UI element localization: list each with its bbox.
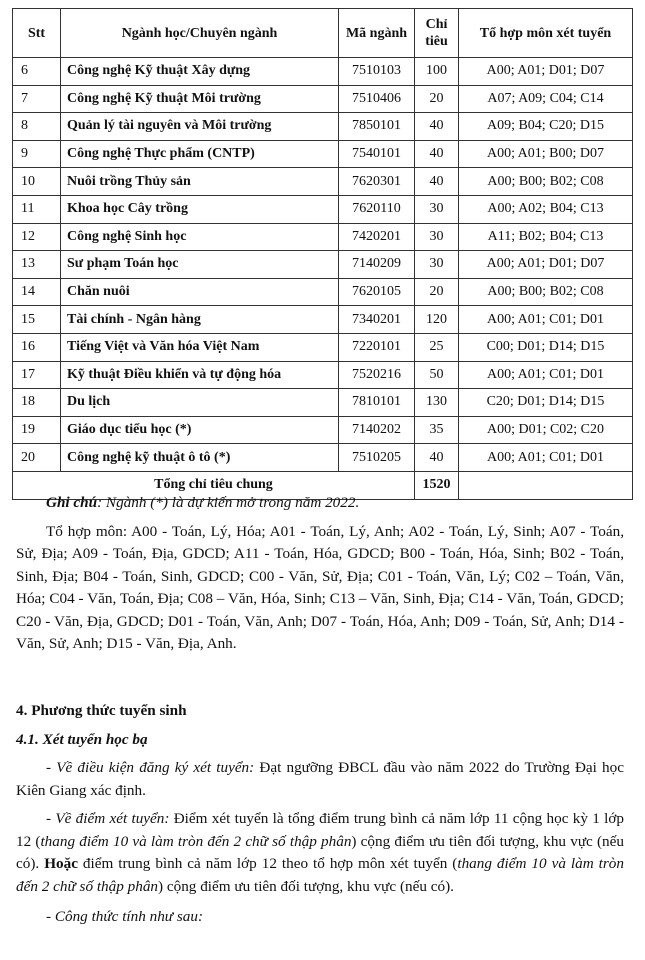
table-row: [13, 195, 633, 223]
table-row: [13, 333, 633, 361]
cell-major-code: 7420201: [339, 223, 415, 251]
cell-major-name: Nuôi trồng Thủy sản: [61, 168, 339, 196]
cell-major-code: 7620301: [339, 168, 415, 196]
cell-stt: 20: [13, 444, 61, 472]
cell-major-code: 7620110: [339, 195, 415, 223]
cell-combination: C20; D01; D14; D15: [459, 389, 633, 417]
cell-major-code: 7510205: [339, 444, 415, 472]
total-label: Tổng chỉ tiêu chung: [13, 471, 415, 499]
score-italic-1: thang điểm 10 và làm tròn đến 2 chữ số thập phân: [40, 832, 352, 850]
cell-combination: A00; A01; D01; D07: [459, 58, 633, 86]
score-text-3: điểm trung bình cả năm lớp 12 theo tổ hợp môn xét tuyển (: [77, 855, 458, 872]
cell-major-name: Kỹ thuật Điều khiển và tự động hóa: [61, 361, 339, 389]
cell-major-code: 7620105: [339, 278, 415, 306]
cell-stt: 11: [13, 195, 61, 223]
cell-combination: A07; A09; C04; C14: [459, 85, 633, 113]
table-row: [13, 278, 633, 306]
table-row: [13, 361, 633, 389]
cell-quota: 120: [415, 306, 459, 334]
cell-combination: A00; A01; D01; D07: [459, 251, 633, 279]
cell-combination: A00; B00; B02; C08: [459, 168, 633, 196]
header-code: Mã ngành: [339, 9, 415, 58]
cell-quota: 30: [415, 195, 459, 223]
cell-major-name: Chăn nuôi: [61, 278, 339, 306]
condition-paragraph: [16, 757, 624, 802]
cell-major-code: 7810101: [339, 389, 415, 417]
cell-quota: 50: [415, 361, 459, 389]
cell-major-name: Công nghệ Kỹ thuật Môi trường: [61, 85, 339, 113]
cell-stt: 8: [13, 113, 61, 141]
table-body: [13, 58, 633, 500]
cell-major-code: 7340201: [339, 306, 415, 334]
section-4: [16, 700, 624, 929]
cell-major-name: Công nghệ kỹ thuật ô tô (*): [61, 444, 339, 472]
cell-stt: 10: [13, 168, 61, 196]
cell-major-name: Công nghệ Thực phẩm (CNTP): [61, 140, 339, 168]
score-text-4: ) cộng điểm ưu tiên đối tượng, khu vực (nếu có).: [158, 877, 454, 895]
cell-quota: 100: [415, 58, 459, 86]
cell-combination: A00; A01; C01; D01: [459, 361, 633, 389]
note-label: Ghi chú: [46, 494, 98, 511]
cell-major-code: 7220101: [339, 333, 415, 361]
cell-major-name: Công nghệ Kỹ thuật Xây dựng: [61, 58, 339, 86]
score-text-2: ) cộng điểm ưu tiên đối tượng, khu vực (nếu có).: [16, 832, 624, 872]
cell-stt: 15: [13, 306, 61, 334]
section-4-heading: 4. Phương thức tuyển sinh: [16, 702, 187, 719]
cell-stt: 17: [13, 361, 61, 389]
table-row: [13, 223, 633, 251]
cell-major-code: 7540101: [339, 140, 415, 168]
score-bold-or: Hoặc: [44, 855, 78, 872]
cell-major-code: 7510103: [339, 58, 415, 86]
cell-stt: 12: [13, 223, 61, 251]
cell-quota: 40: [415, 140, 459, 168]
admission-quota-table: [12, 8, 633, 500]
cell-quota: 40: [415, 113, 459, 141]
score-text-1: Điểm xét tuyển là tổng điểm trung bình cả năm lớp 11 cộng học kỳ 1 lớp 12 (: [16, 810, 624, 850]
note-text: : Ngành (*) là dự kiến mở trong năm 2022.: [97, 494, 360, 511]
subject-combinations-paragraph: Tổ hợp môn: A00 - Toán, Lý, Hóa; A01 - Toán, Lý, Anh; A02 - Toán, Lý, Sinh; A07 - Toán, Sử, Địa; A09 - Toán, Địa, GDCD; A11 - Toán, Hóa, GDCD; B00 - Toán, Hóa, Sinh; B02 - Toán, Sinh, Địa; B04 - Toán, Sinh, GDCD; C00 - Văn, Sử, Địa; C01 - Toán, Văn, Lý; C02 – Toán, Văn, Hóa; C04 - Văn, Toán, Địa; C08 – Văn, Hóa, Sinh; C13 – Văn, Sinh, Địa; C14 - Văn, Toán, GDCD; C20 - Văn, Địa, GDCD; D01 - Toán, Văn, Anh; D07 - Toán, Hóa, Anh; D09 - Toán, Sử, Anh; D14 - Văn, Sử, Anh; D15 - Văn, Địa, Anh.: [16, 522, 624, 652]
cell-major-name: Giáo dục tiểu học (*): [61, 416, 339, 444]
header-major: Ngành học/Chuyên ngành: [61, 9, 339, 58]
cell-combination: A09; B04; C20; D15: [459, 113, 633, 141]
total-value: 1520: [415, 471, 459, 499]
score-lead: - Về điểm xét tuyển:: [46, 810, 170, 827]
cell-major-name: Tài chính - Ngân hàng: [61, 306, 339, 334]
table-row: [13, 306, 633, 334]
cell-quota: 20: [415, 85, 459, 113]
cell-quota: 35: [415, 416, 459, 444]
table-row: [13, 58, 633, 86]
condition-text: Đạt ngưỡng ĐBCL đầu vào năm 2022 do Trường Đại học Kiên Giang xác định.: [16, 759, 624, 799]
table-header-row: [13, 9, 633, 58]
section-4-1-heading: 4.1. Xét tuyển học bạ: [16, 730, 148, 748]
cell-quota: 25: [415, 333, 459, 361]
table-row: [13, 168, 633, 196]
score-paragraph: [16, 808, 624, 898]
table-row: [13, 389, 633, 417]
notes-block: [16, 492, 624, 656]
header-stt: Stt: [13, 9, 61, 58]
cell-quota: 40: [415, 444, 459, 472]
score-italic-2: thang điểm 10 và làm tròn đến 2 chữ số thập phân: [16, 855, 624, 895]
table-row: [13, 416, 633, 444]
cell-quota: 20: [415, 278, 459, 306]
cell-stt: 6: [13, 58, 61, 86]
table-row: [13, 113, 633, 141]
condition-lead: - Về điều kiện đăng ký xét tuyển:: [46, 759, 255, 776]
cell-combination: C00; D01; D14; D15: [459, 333, 633, 361]
cell-stt: 7: [13, 85, 61, 113]
cell-major-name: Công nghệ Sinh học: [61, 223, 339, 251]
table-row: [13, 251, 633, 279]
cell-stt: 9: [13, 140, 61, 168]
cell-stt: 19: [13, 416, 61, 444]
cell-major-name: Quản lý tài nguyên và Môi trường: [61, 113, 339, 141]
cell-major-code: 7520216: [339, 361, 415, 389]
cell-major-code: 7140209: [339, 251, 415, 279]
header-combination: Tổ hợp môn xét tuyển: [459, 9, 633, 58]
cell-major-code: 7850101: [339, 113, 415, 141]
cell-stt: 14: [13, 278, 61, 306]
cell-combination: A00; A02; B04; C13: [459, 195, 633, 223]
cell-combination: A00; D01; C02; C20: [459, 416, 633, 444]
cell-quota: 40: [415, 168, 459, 196]
note-line: [16, 492, 624, 515]
header-quota: Chỉ tiêu: [415, 9, 459, 58]
cell-stt: 16: [13, 333, 61, 361]
cell-combination: A00; A01; C01; D01: [459, 306, 633, 334]
table-row: [13, 140, 633, 168]
cell-major-name: Sư phạm Toán học: [61, 251, 339, 279]
table-row: [13, 85, 633, 113]
cell-major-code: 7510406: [339, 85, 415, 113]
cell-quota: 30: [415, 223, 459, 251]
cell-major-name: Khoa học Cây trồng: [61, 195, 339, 223]
cell-stt: 13: [13, 251, 61, 279]
cell-combination: A00; B00; B02; C08: [459, 278, 633, 306]
cell-quota: 30: [415, 251, 459, 279]
cell-combination: A00; A01; B00; D07: [459, 140, 633, 168]
table-row: [13, 444, 633, 472]
cell-stt: 18: [13, 389, 61, 417]
formula-line: - Công thức tính như sau:: [46, 908, 204, 925]
cell-quota: 130: [415, 389, 459, 417]
cell-major-name: Du lịch: [61, 389, 339, 417]
cell-combination: A11; B02; B04; C13: [459, 223, 633, 251]
cell-major-code: 7140202: [339, 416, 415, 444]
cell-major-name: Tiếng Việt và Văn hóa Việt Nam: [61, 333, 339, 361]
cell-combination: A00; A01; C01; D01: [459, 444, 633, 472]
